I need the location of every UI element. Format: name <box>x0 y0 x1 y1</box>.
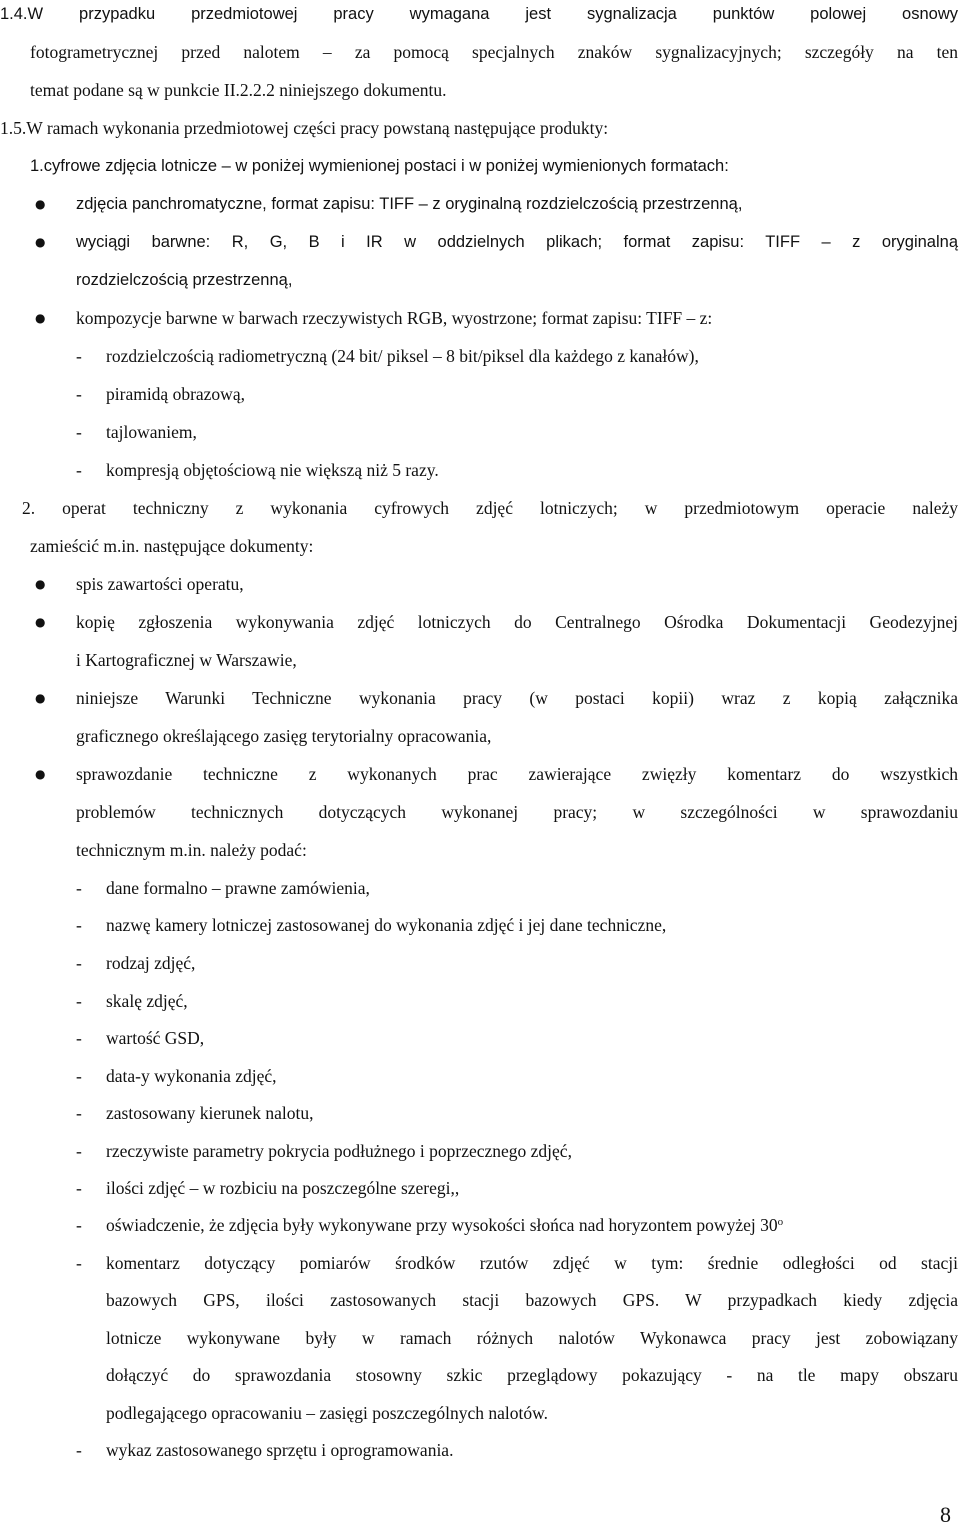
product-2-bullet-2-line-1: kopię zgłoszenia wykonywania zdjęć lotniczych do Centralnego Ośrodka Dokumentacji Geodezyjnej <box>76 612 958 632</box>
dash-marker: - <box>76 384 82 404</box>
dash-marker: - <box>76 346 82 366</box>
bullet-icon: ● <box>35 197 46 211</box>
product-1-bullet-3: kompozycje barwne w barwach rzeczywistych RGB, wyostrzone; format zapisu: TIFF – z: <box>76 308 713 328</box>
report-item-3: rodzaj zdjęć, <box>106 953 196 973</box>
report-item-11-line-2: bazowych GPS, ilości zastosowanych stacji bazowych GPS. W przypadkach kiedy zdjęcia <box>106 1290 958 1310</box>
dash-marker: - <box>76 878 82 898</box>
product-2-bullet-4-line-3: technicznym m.in. należy podać: <box>76 840 307 860</box>
dash-marker: - <box>76 1178 82 1198</box>
report-item-11-line-3: lotnicze wykonywane były w ramach różnych nalotów Wykonawca pracy jest zobowiązany <box>106 1328 958 1348</box>
product-1-dash-2: piramidą obrazową, <box>106 384 245 404</box>
report-item-2: nazwę kamery lotniczej zastosowanej do wykonania zdjęć i jej dane techniczne, <box>106 915 667 935</box>
report-item-6: data-y wykonania zdjęć, <box>106 1066 277 1086</box>
report-item-11-line-1: komentarz dotyczący pomiarów środków rzutów zdjęć w tym: średnie odległości od stacji <box>106 1253 958 1273</box>
product-1-bullet-2-line-1: wyciągi barwne: R, G, B i IR w oddzielnych plikach; format zapisu: TIFF – z oryginalną <box>76 233 958 251</box>
report-item-11-line-4: dołączyć do sprawozdania stosowny szkic przeglądowy pokazujący - na tle mapy obszaru <box>106 1365 958 1385</box>
product-2-line-1: 2. operat techniczny z wykonania cyfrowych zdjęć lotniczych; w przedmiotowym operacie należy <box>22 498 958 518</box>
report-item-1: dane formalno – prawne zamówienia, <box>106 878 370 898</box>
report-item-5: wartość GSD, <box>106 1028 205 1048</box>
report-item-12: wykaz zastosowanego sprzętu i oprogramowania. <box>106 1440 454 1460</box>
product-2-bullet-4-line-1: sprawozdanie techniczne z wykonanych prac zawierające zwięzły komentarz do wszystkich <box>76 764 958 784</box>
report-item-8: rzeczywiste parametry pokrycia podłużnego i poprzecznego zdjęć, <box>106 1141 572 1161</box>
dash-marker: - <box>76 1440 82 1460</box>
section-1-4-line-3: temat podane są w punkcie II.2.2.2 niniejszego dokumentu. <box>30 80 447 100</box>
product-2-bullet-4-line-2: problemów technicznych dotyczących wykonanej pracy; w szczególności w sprawozdaniu <box>76 802 958 822</box>
dash-marker: - <box>76 1215 82 1235</box>
product-1-bullet-2-line-2: rozdzielczością przestrzenną, <box>76 271 293 289</box>
page-number: 8 <box>940 1502 951 1527</box>
product-2-bullet-2-line-2: i Kartograficznej w Warszawie, <box>76 650 297 670</box>
dash-marker: - <box>76 991 82 1011</box>
product-1-bullet-1: zdjęcia panchromatyczne, format zapisu: TIFF – z oryginalną rozdzielczością przestrzenną, <box>76 195 743 213</box>
product-2-bullet-3-line-2: graficznego określającego zasięg terytorialny opracowania, <box>76 726 492 746</box>
dash-marker: - <box>76 1028 82 1048</box>
dash-marker: - <box>76 1253 82 1273</box>
report-item-10 <box>106 1214 783 1236</box>
product-1-dash-4: kompresją objętościową nie większą niż 5 razy. <box>106 460 439 480</box>
section-1-5-title: 1.5.W ramach wykonania przedmiotowej części pracy powstaną następujące produkty: <box>0 118 609 138</box>
report-item-9: ilości zdjęć – w rozbiciu na poszczególne szeregi,, <box>106 1178 460 1198</box>
bullet-icon: ● <box>35 577 46 591</box>
report-item-11-line-5: podlegającego opracowaniu – zasięgi poszczególnych nalotów. <box>106 1403 549 1423</box>
section-1-4-line-2: fotogrametrycznej przed nalotem – za pomocą specjalnych znaków sygnalizacyjnych; szczegóły na ten <box>30 42 958 62</box>
degree-superscript: o <box>777 1216 784 1228</box>
bullet-icon: ● <box>35 311 46 325</box>
product-2-bullet-3-line-1: niniejsze Warunki Techniczne wykonania pracy (w postaci kopii) wraz z kopią załącznika <box>76 688 958 708</box>
bullet-icon: ● <box>35 767 46 781</box>
product-2-bullet-1: spis zawartości operatu, <box>76 574 244 594</box>
product-1-dash-3: tajlowaniem, <box>106 422 197 442</box>
product-2-line-2: zamieścić m.in. następujące dokumenty: <box>30 536 314 556</box>
report-item-4: skalę zdjęć, <box>106 991 188 1011</box>
report-item-7: zastosowany kierunek nalotu, <box>106 1103 314 1123</box>
dash-marker: - <box>76 1066 82 1086</box>
dash-marker: - <box>76 1103 82 1123</box>
dash-marker: - <box>76 915 82 935</box>
product-1-dash-1: rozdzielczością radiometryczną (24 bit/ piksel – 8 bit/piksel dla każdego z kanałów), <box>106 346 699 366</box>
section-1-4-line-1: 1.4.W przypadku przedmiotowej pracy wymagana jest sygnalizacja punktów polowej osnowy <box>0 5 958 23</box>
bullet-icon: ● <box>35 615 46 629</box>
bullet-icon: ● <box>35 691 46 705</box>
dash-marker: - <box>76 422 82 442</box>
report-item-10-text: oświadczenie, że zdjęcia były wykonywane przy wysokości słońca nad horyzontem powyżej 30 <box>106 1215 778 1235</box>
dash-marker: - <box>76 460 82 480</box>
dash-marker: - <box>76 1141 82 1161</box>
dash-marker: - <box>76 953 82 973</box>
bullet-icon: ● <box>35 235 46 249</box>
product-1-title: 1.cyfrowe zdjęcia lotnicze – w poniżej wymienionej postaci i w poniżej wymienionych formatach: <box>30 157 729 175</box>
